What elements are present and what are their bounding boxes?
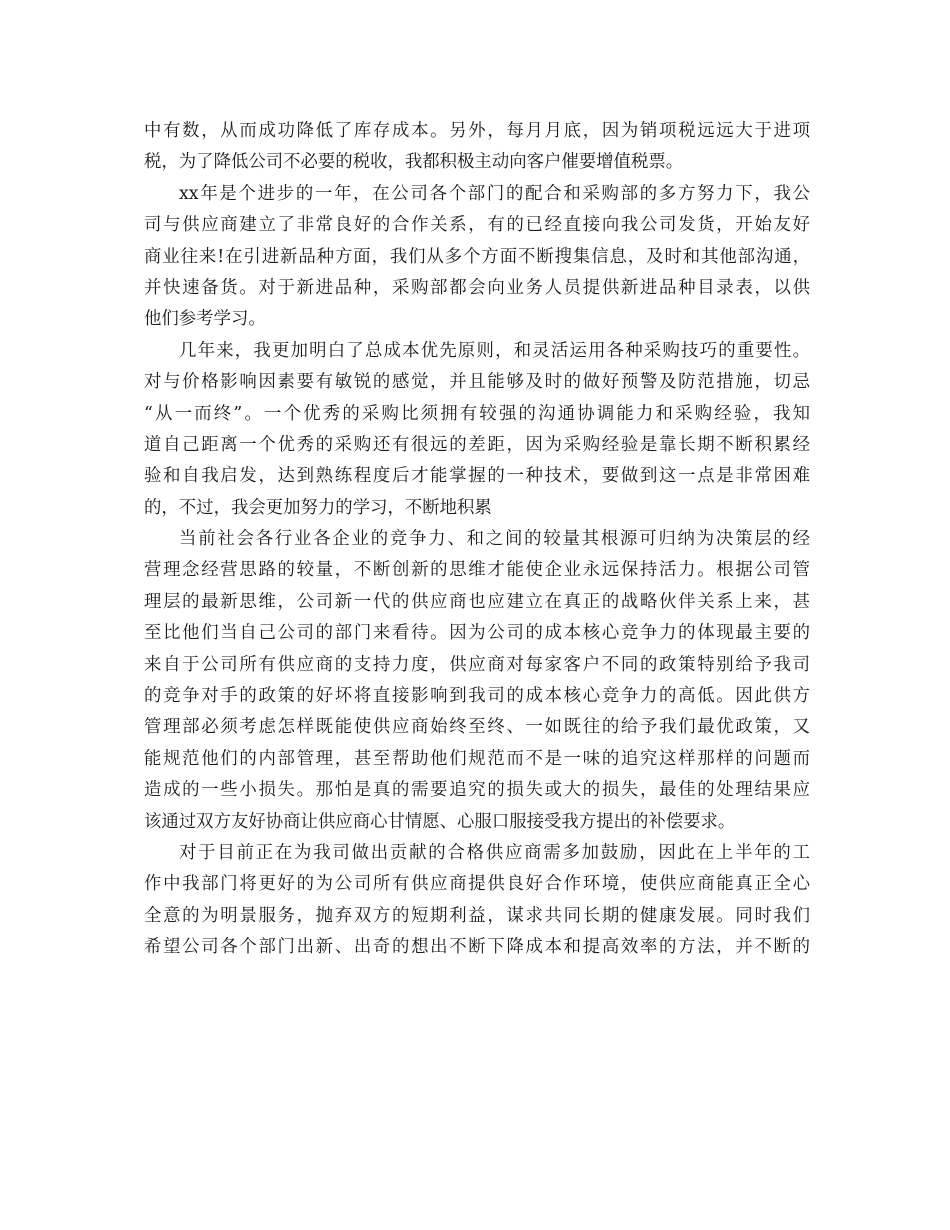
text-line: 并快速备货。对于新进品种，采购部都会向业务人员提供新进品种目录表，以供 — [144, 277, 810, 298]
text-line: 营理念经营思路的较量，不断创新的思维才能使企业永远保持活力。根据公司管 — [144, 560, 810, 581]
text-line: 商业往来!在引进新品种方面，我们从多个方面不断搜集信息，及时和其他部沟通， — [144, 246, 810, 267]
text-line: 税，为了降低公司不必要的税收，我都积极主动向客户催要增值税票。 — [144, 152, 684, 173]
text-line: 司与供应商建立了非常良好的合作关系，有的已经直接向我公司发货，开始友好 — [144, 215, 810, 236]
text-line: 验和自我启发，达到熟练程度后才能掌握的一种技术，要做到这一点是非常困难 — [144, 466, 810, 487]
paragraph-first-line: 几年来，我更加明白了总成本优先原则，和灵活运用各种采购技巧的重要性。 — [179, 340, 810, 361]
text-line: 能规范他们的内部管理，甚至帮助他们规范而不是一味的追究这样那样的问题而 — [144, 748, 810, 769]
text-line: 造成的一些小损失。那怕是真的需要追究的损失或大的损失，最佳的处理结果应 — [144, 780, 810, 801]
text-line: 全意的为明景服务，抛弃双方的短期利益，谋求共同长期的健康发展。同时我们 — [144, 905, 810, 926]
text-line: 对与价格影响因素要有敏锐的感觉，并且能够及时的做好预警及防范措施，切忌 — [144, 372, 810, 393]
text-line: 该通过双方友好协商让供应商心甘情愿、心服口服接受我方提出的补偿要求。 — [144, 811, 736, 832]
paragraph-first-line: 对于目前正在为我司做出贡献的合格供应商需多加鼓励，因此在上半年的工 — [179, 842, 810, 863]
document-body — [144, 116, 810, 964]
text-line: 中有数，从而成功降低了库存成本。另外，每月月底，因为销项税远远大于进项 — [144, 121, 810, 141]
text-line: 的竞争对手的政策的好坏将直接影响到我司的成本核心竞争力的高低。因此供方 — [144, 686, 810, 707]
text-line: “从一而终”。一个优秀的采购比须拥有较强的沟通协调能力和采购经验，我知 — [144, 403, 810, 424]
text-line: 作中我部门将更好的为公司所有供应商提供良好合作环境，使供应商能真正全心 — [144, 874, 810, 895]
text-line: 希望公司各个部门出新、出奇的想出不断下降成本和提高效率的方法，并不断的 — [144, 937, 810, 958]
text-line: 道自己距离一个优秀的采购还有很远的差距，因为采购经验是靠长期不断积累经 — [144, 434, 810, 455]
paragraph-first-line: xx年是个进步的一年，在公司各个部门的配合和采购部的多方努力下，我公 — [179, 183, 810, 204]
text-line: 理层的最新思维，公司新一代的供应商也应建立在真正的战略伙伴关系上来，甚 — [144, 591, 810, 612]
text-line: 他们参考学习。 — [144, 309, 266, 330]
paragraph-first-line: 当前社会各行业各企业的竞争力、和之间的较量其根源可归纳为决策层的经 — [179, 529, 810, 550]
text-line: 的，不过，我会更加努力的学习，不断地积累 — [144, 497, 492, 518]
text-line: 管理部必须考虑怎样既能使供应商始终至终、一如既往的给予我们最优政策，又 — [144, 717, 810, 738]
text-line: 至比他们当自己公司的部门来看待。因为公司的成本核心竞争力的体现最主要的 — [144, 623, 810, 644]
text-line: 来自于公司所有供应商的支持力度，供应商对每家客户不同的政策特别给予我司 — [144, 654, 810, 675]
